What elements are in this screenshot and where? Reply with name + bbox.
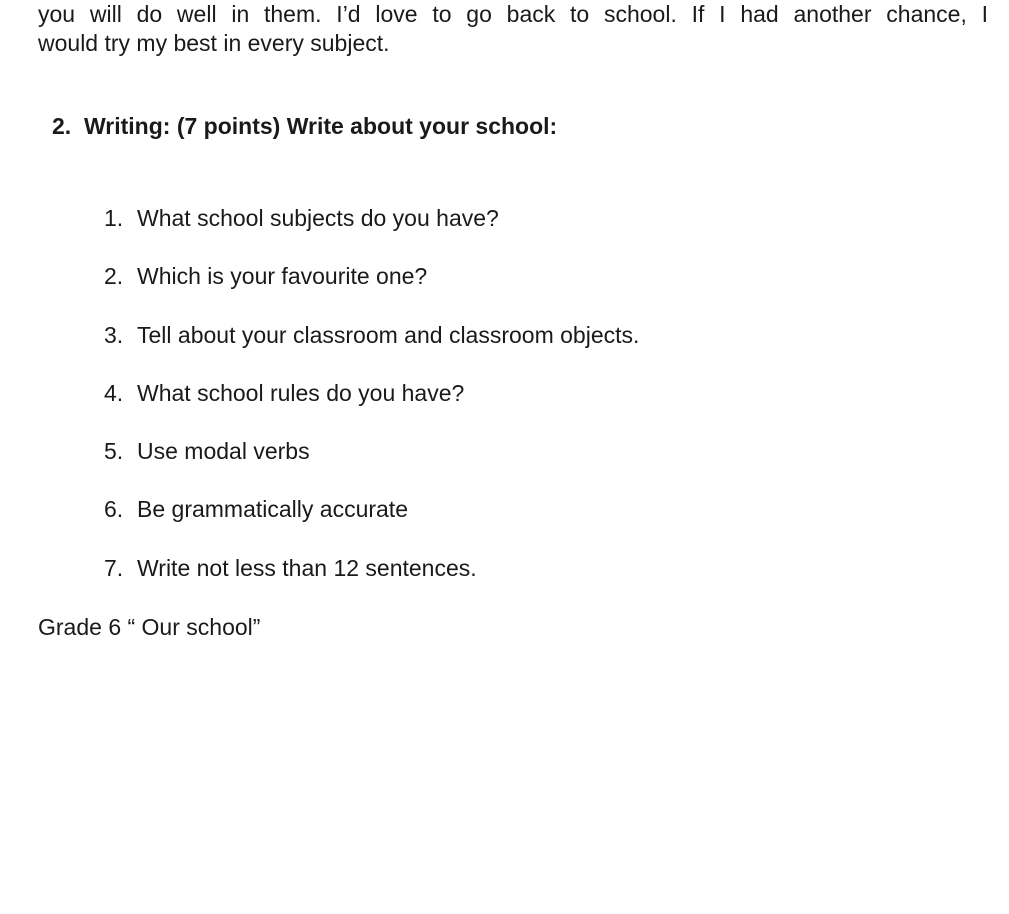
- intro-line-1: you will do well in them. I’d love to go back to school. If I had another chance, I: [38, 1, 988, 27]
- essay-title: Grade 6 “ Our school”: [38, 614, 261, 640]
- list-item-number: 1.: [104, 205, 124, 231]
- section-heading-text: Writing: (7 points) Write about your school:: [84, 113, 558, 139]
- list-item: [104, 379, 639, 437]
- section-heading: [52, 112, 557, 141]
- intro-line-2: would try my best in every subject.: [38, 30, 390, 56]
- list-item-text: Which is your favourite one?: [137, 263, 428, 290]
- section-number: 2.: [52, 113, 72, 139]
- intro-paragraph: [38, 0, 988, 58]
- list-item-text: Use modal verbs: [137, 438, 310, 465]
- list-item-text: What school rules do you have?: [137, 379, 465, 406]
- list-item: [104, 554, 639, 612]
- list-item: [104, 262, 639, 320]
- list-item-number: 6.: [104, 496, 124, 523]
- list-item-number: 2.: [104, 263, 124, 290]
- list-item-number: 4.: [104, 379, 124, 406]
- list-item-text: What school subjects do you have?: [137, 205, 499, 231]
- list-item-text: Tell about your classroom and classroom objects.: [137, 321, 640, 348]
- list-item-text: Write not less than 12 sentences.: [137, 554, 477, 581]
- list-item-number: 5.: [104, 438, 124, 465]
- prompt-list: [104, 204, 639, 612]
- list-item-number: 3.: [104, 321, 124, 348]
- list-item: [104, 204, 639, 262]
- list-item-number: 7.: [104, 554, 124, 581]
- list-item: [104, 437, 639, 495]
- list-item-text: Be grammatically accurate: [137, 496, 408, 523]
- list-item: [104, 495, 639, 553]
- list-item: [104, 321, 639, 379]
